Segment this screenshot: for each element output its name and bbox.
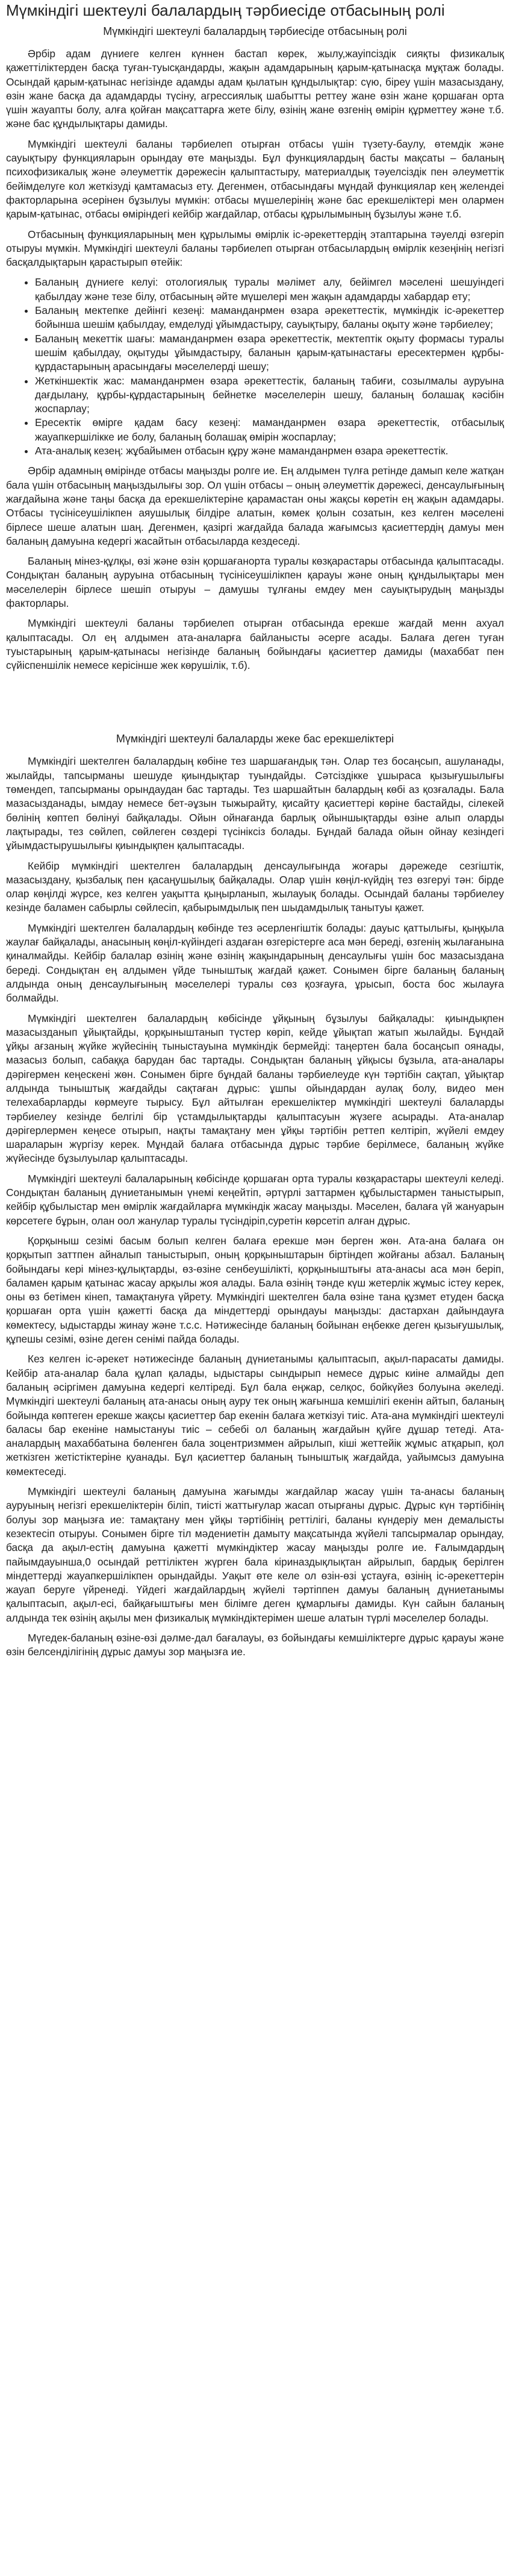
paragraph: Мүгедек-баланың өзіне-өзі дәлме-дал бағалауы, өз бойындағы кемшіліктерге дұрыс қарауы және өзін белсенділігінің дұрыс дамуы зор маңызға ие. xyxy=(6,1631,504,1658)
paragraph: Кейбір мүмкіндігі шектелген балалардың денсаулығында жоғары дәрежеде сезгіштік, мазасыздану, қызбалық пен қасаңушылық байқалады. Олар үшін көңіл-күйдің тез өзгеруі тән: бірде олар көңілді жүрсе, кез келген уақытта қыңырланып, жылауық болады. Осындай баланы тәрбиелеу кезінде баламен сабырлы сөйлесіп, қабырымдылық пен шыдамдылық танытуы қажет. xyxy=(6,859,504,914)
document-title: Мүмкіндігі шектеулі балалардың тәрбиесіде отбасының ролі xyxy=(6,1,445,19)
paragraph: Қорқыныш сезімі басым болып келген балаға ерекше мән берген жөн. Ата-ана балаға он қорқытып заттпен айналып таныстырып, оның қорқыныштарын біртіндеп жойғаны абзал. Баланың бойындағы кері мінез-құлықтарды, өз-өзіне сенбеушілікті, қорқыныштығы ата-анасы аса мән беріп, баламен қарым қатынас жасау арқылы жоя алады. Бала өзінің тәнде күш жетерлік жұмыс істеу керек, оны өз бетімен кінеп, тамақтануға үйрету. Мүмкіндігі шектелген бала өзіне тана құзмет етуден басқа қоршаған орта үшін қажетті басқа да міндеттерді орындауы маңызды: дастархан дайындауға көмектесу, ыдыстарды жинау және т.с.с. Нәтижесінде баланың бойынан еңбекке деген қызығушылық, құпешы сезімі, өзіне деген сенімі пайда болады. xyxy=(6,1234,504,1346)
paragraph: Мүмкіндігі шектеулі баланың дамуына жағымды жағдайлар жасау үшін та-анасы баланың ауруының негізгі ерекшеліктерін біліп, тиісті жаттығулар жасап отырғаны дұрыс. Дұрыс күн тәртібінің болуы зор маңызға ие: тамақтану мен ұйқы тәртібінің реттілігі, баланы күндеріу мен демалысты кезектесіп отыруы. Сонымен бірге тіл мәдениетін дамыту мақсатында жүйелі тапсырмалар орындау, басқа да ақыл-естің дамуына қажетті мүмкіндіктер жасау маңызды ролге ие. Ғалымдардың пайымдауынша,0 осындай реттіліктен жүрген бала кіриназдықлықтан айрылып, бардық берілген міндеттерді жауапкершілікпен орындайды. Уақыт өте келе ол өзін-өзі ұстауға, өзінің іс-әрекеттерін жауап беруге үйренеді. Үйдегі жағдайлардың жүйелі тәртіппен дамуы баланың дүниетанымы қалыптасып, ақыл-есі, байқағыштығы мен білімге деген құмарлығы дамиды. Күн сайын баланың алдында тек өзінің ақылы мен физикалық мүмкіндіктерімен шеше алатын түрлі мәселелер болады. xyxy=(6,1485,504,1624)
paragraph: Отбасының функцияларының мен құрылымы өмірлік іс-әрекеттердің этаптарына тәуелді өзгеріп отыруы мүмкін. Мүмкіндігі шектеулі баланы тәрбиелеп отырған отбасылардың өмірлік кезеңінің негізгі басқалдықтарын қарастырып өтейік: xyxy=(6,228,504,269)
paragraph: Мүмкіндігі шектелген балалардың көбіне тез шаршағандық тән. Олар тез босаңсып, ашуланады, жылайды, тапсырманы шешуде қиындықтар туындайды. Сәтсіздікке ұшыраса қызығушылығы төмендеп, тапсырманы орындаудан бас тартады. Тез шаршайтын балардың көбі аз қозғалады. Бала мазасызданады, ымдау немесе бет-əұзын тыжырайту, қисайту қасиеттері көріне бастайды, сілекей бөлінің көптеп бөлінуі байқалады. Ойын ойнағанда барлық ойыншықтарды өзіне алып оларды лақтырады, тез сөйлеп, сөйлеген сөздері түсініксіз болады. Бұндай балада ойын ойнау кезіндегі ұйымдастырушылығы қиындықпен қалыптасады. xyxy=(6,755,504,852)
paragraph: Мүмкіндігі шектелген балалардың көбінде тез әсерленгіштік болады: дауыс қаттылығы, қыңқыла жаулағ байқалады, анасының көңіл-күйіндегі аздаған өзгерістерге аса мән береді, өзгенің жылағанына қиналмайды. Кейбір балалар өзінің және өзінің жақындарының денсаулығы үшін бос мазасыздана береді. Сондықтан ең алдымен үйде тыныштық жағдай қажет. Сонымен бірге баланың баланың алдында оның денсаулығының мәселелері туралы сөз қозғауға, ұрысып, боста бос жылауға болмайды. xyxy=(6,921,504,1004)
life-stages-list xyxy=(6,275,504,458)
blank-gap xyxy=(6,678,504,732)
paragraph: Мүмкіндігі шектеулі балаларының көбісінде қоршаған орта туралы көзқарастары шектеулі келеді. Сондықтан баланың дүниетанымын үнемі кеңейтіп, әртүрлі заттармен құбылыстармен таныстырып, кейбір құбылыстар мен өмірлік жағдайларға мүмкіндік жасау маңызды. Мәселен, балаға үй жануарын көрсетеге бұрын, олан оол жанулар туралы түсіндіріп,суретін көрсетіп алған дұрыс. xyxy=(6,1172,504,1227)
list-item: • Ересектік өмірге қадам басу кезеңі: маманданрмен өзара әрекеттестік, отбасылық жауапкершілікке ие болу, баланың болашақ өмірін жоспарлау; xyxy=(35,416,504,444)
paragraph: Әрбір адамның өмірінде отбасы маңызды ролге ие. Ең алдымен түлға ретінде дамып келе жатқан бала үшін отбасының маңыздылығы зор. Ол үшін отбасы – оның әлеуметтік дәрежесі, денсаулығының жағдайына және таңы басқа да ерекшеліктеріне қарамастан оны жақсы көретін ең жақын адамдары. Отбасы түсінісеушілікпен аяушылық білдіре алатын, көмек қолын созатын, кез келген мәселені бірлесе шеше алатын шаң. Дегенмен, қазіргі жағдайда балада жағымсыз қасиеттердің дамуы мен баланың дамуына кедергі жасайтын отбасыларда кездеседі. xyxy=(6,465,504,547)
section-heading-personality-traits: Мүмкіндігі шектеулі балаларды жеке бас ерекшеліктері xyxy=(116,733,394,745)
paragraph: Баланың мінез-құлқы, өзі және өзін қоршағанорта туралы көзқарастары отбасында қалыптасады. Сондықтан баланың ауруына отбасының түсінісеушілікпен қарауы және оның құндылықтары мен мәселелерін бірлесе шешіп отыруы – дамушы тұлғаны емдеу мен сауықтырудың маңызды факторлары. xyxy=(6,555,504,609)
section-heading-family-role: Мүмкіндігі шектеулі балалардың тәрбиесіде отбасының ролі xyxy=(103,25,407,37)
paragraph: Мүмкіндігі шектеулі баланы тәрбиелеп отырған отбасында ерекше жағдай менн ахуал қалыптасады. Ол ең алдымен ата-аналарға байланысты әсерге асады. Балаға деген туған туыстарының қарым-қатынасы негізінде баланың бойындағы қасиеттер дамиды (махаббат пен сүйіспеншілік немесе керісінше жек көрушілік, т.б). xyxy=(6,617,504,672)
paragraph: Әрбір адам дүниеге келген күннен бастап көрек, жылу,жауіпсіздік сияқты физикалық қажеттіліктерден басқа туған-туысқандарды, жақын адамдарының қарым-қатынасқа мұқтаж болады. Осындай қарым-қатынас негізінде адамды адам қылатын құндылықтар: сүю, біреу үшін мазасыздану, өзін жане басқа да адамдарды түсіну, агрессиялық шабытты реттеу жане өзін жане қоршаған орта үшін жауапты болу, алға қойған мақсаттарға жете білу, өзінің жане өзгенің өмірін құрметтеу және т.б. және бас құндылықтары дамиды. xyxy=(6,48,504,130)
list-item: • Баланың мекеттік шағы: маманданрмен өзара әрекеттестік, мектептік оқыту формасы туралы шешім қабылдау, оқытуды ұйымдастыру, баланын қарым-қатынастағы ересектермен құрбы-құрдастарының арасындағы мәселелерді шешу; xyxy=(35,332,504,374)
paragraph: Мүмкіндігі шектеулі баланы тәрбиелеп отырған отбасы үшін түзету-баулу, өтемдік және сауықтыру функцияларын орындау өте маңызды. Бұл функциялардың басты мақсаты – баланың психофизикалық және әлеуметтік дәрежесін қалыптастыру, материалдық тәуелсіздік пен әлеуметтік бейімделуге кол жеткізуді қамтамасыз ету. Дегенмен, отбасындағы мұндай функциялар кең желендеі факторларына әсерінен бұзылуы мүмкін: отбасы мүшелерінің және бас ерекшеліктері мен олармен қарым-қатынас, отбасы өміріндегі кейбір жағдайлар, отбасы құрылымының бұзылуы және т.б. xyxy=(6,137,504,221)
paragraph: Кез келген іс-әрекет нәтижесінде баланың дүниетанымы қалыптасып, ақыл-парасаты дамиды. Кейбір ата-аналар бала құлап қалады, ыдыстары сындырып немесе дұрыс киіне алмайды деп баланың әсіргімен дамуына кедергі келтіреді. Бұл бала еңжар, селқос, бойкүйез болуына әкеледі. Мүмкіндігі шектеулі баланың ата-анасы оның ауру тек оның жағынша кемшілігі екенін айтып, баланың бойында көптеген ерекше жақсы қасиеттер бар екенін балаға жеткізуі тиіс. Ата-ана мүмкіндігі шектеулі баласы бар екеніне намыстануы тиіс – себебі ол баланың жағдайын қүйге дұшар тетеді. Ата-аналардың махаббатына бөленген бала зоцентризммен айрылып, кіші жеттейік жұмыс атқарып, қол жеткізген жетістіктеріне қуанады. Бұл қасиеттер баланың тыныштық жағдайда, уайымсыз дамуына көмектеседі. xyxy=(6,1353,504,1478)
paragraph: Мүмкіндігі шектелген балалардың көбісінде ұйқының бұзылуы байқалады: қиындықпен мазасызданып ұйықтайды, қорқыныштанып түстер көріп, кейде ұйықтап жатып жылайды. Бұндай ұйқы ағзаның жүйке жүйесінің тыныстауына мүмкіндік бермейді: таңертен бала босаңсып оянады, мазасыз болып, сабаққа барудан бас тартады. Сондықтан баланың ұйқысы бұзыла, ата-аналары дәрігермен кеңескені жөн. Сонымен бірге бұндай баланы тәрбиелеуде күн тәртібін сақтап, ұйықтар алдында тыныштық жағдайды сақтаған дұрыс: ұшпы ойындардан аулақ болу, видео мен телехабарларды көрмеуге тырысу. Бұл айтылған ерекшеліктер мүмкіндігі шектеулі балаларды тәрбиелеу кезінде белгілі бір үстамдылықтарды қалыптасуын жүзеге асырады. Ата-аналар дәрігерлермен кеңесе отырып, нақты тамақтану мен ұйқы тәртібін реттеп келтіріп, жүйелі емдеу шараларын жүргізу керек. Мұндай балаға отбасында дұрыс тәрбие берілмесе, баланың жүйке жүйесінде бұзылуылар қалыптасады. xyxy=(6,1012,504,1165)
list-item: • Жеткіншектік жас: маманданрмен өзара әрекеттестік, баланың табиғи, созылмалы ауруына дағдылану, құрбы-құрдастарының бейнетке мәселелерін шешу, баланың болашақ кәсібін жоспарлау; xyxy=(35,374,504,416)
list-item: • Ата-аналық кезең: жұбайымен отбасын құру және маманданрмен өзара әрекеттестік. xyxy=(35,444,504,458)
list-item: • Баланың мектепке дейінгі кезеңі: маманданрмен өзара әрекеттестік, мүмкіндік іс-әрекеттер бойынша шешім қабылдау, емделуді ұйымдастыру, сауықтыру, баланы оқыту және тәрбиелеу; xyxy=(35,304,504,332)
list-item: • Баланың дүниеге келуі: отологиялық туралы мәлімет алу, бейімгел мәселені шешуіндегі қабылдау және тезе білу, отбасының әйте мүшелері мен жақын адамдарды хабардар ету; xyxy=(35,275,504,304)
